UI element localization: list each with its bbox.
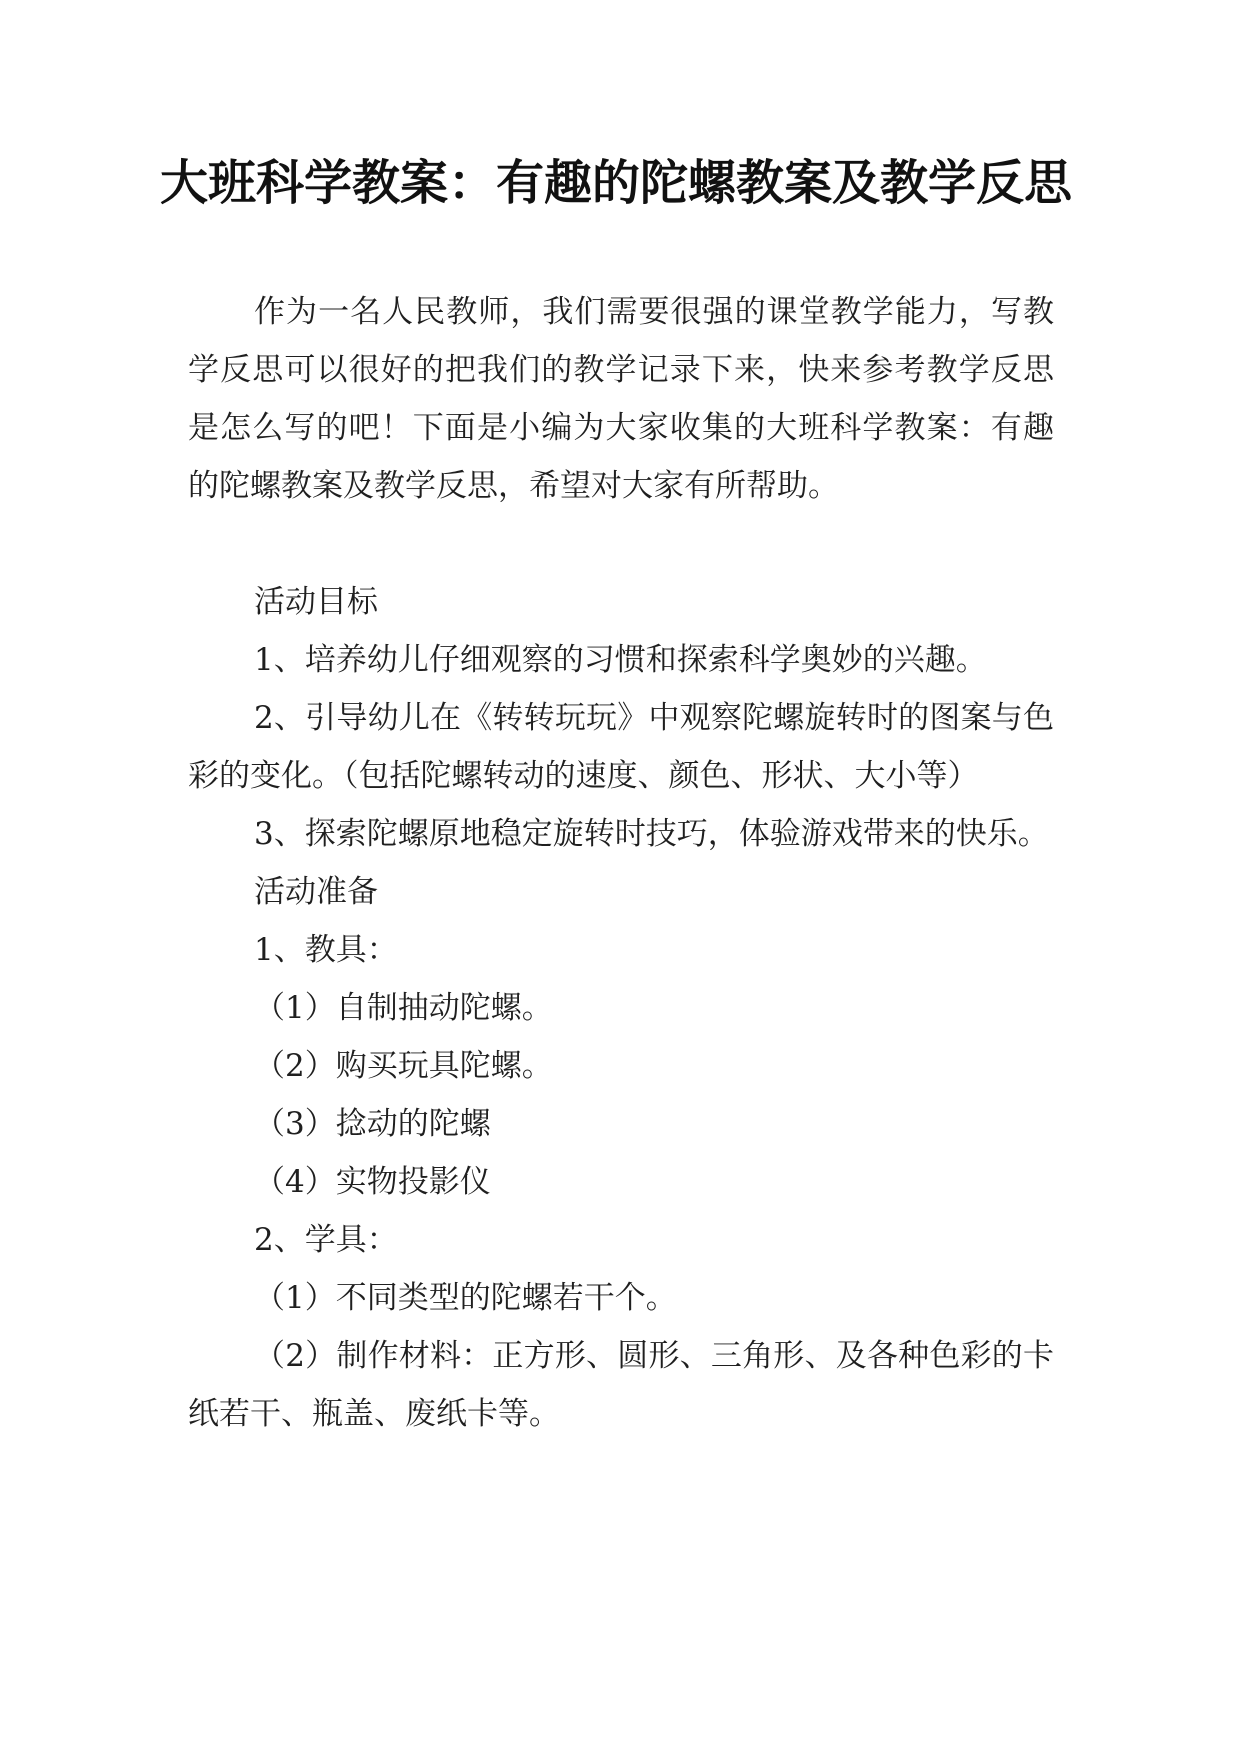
intro-paragraph: 作为一名人民教师，我们需要很强的课堂教学能力，写教学反思可以很好的把我们的教学记录下来，快来参考教学反思是怎么写的吧！下面是小编为大家收集的大班科学教案：有趣的陀螺教案及教学反思，希望对大家有所帮助。 [188,294,1054,504]
goal-item: 3、探索陀螺原地稳定旋转时技巧，体验游戏带来的快乐。 [254,816,1049,852]
document-body [188,283,1054,1443]
document-title: 大班科学教案：有趣的陀螺教案及教学反思 [160,155,1073,211]
student-tool-item: （2）制作材料：正方形、圆形、三角形、及各种色彩的卡纸若干、瓶盖、废纸卡等。 [188,1338,1054,1432]
student-tool-item: （1）不同类型的陀螺若干个。 [254,1280,677,1316]
student-tools-label: 2、学具： [254,1222,398,1258]
teacher-tool-item: （4）实物投影仪 [254,1164,491,1200]
goal-item: 1、培养幼儿仔细观察的习惯和探索科学奥妙的兴趣。 [254,642,987,678]
goal-item: 2、引导幼儿在《转转玩玩》中观察陀螺旋转时的图案与色彩的变化。（包括陀螺转动的速度、颜色、形状、大小等） [188,700,1054,794]
teacher-tool-item: （3）捻动的陀螺 [254,1106,491,1142]
teacher-tool-item: （2）购买玩具陀螺。 [254,1048,553,1084]
prep-heading: 活动准备 [254,874,378,910]
goals-heading: 活动目标 [254,584,378,620]
teacher-tools-label: 1、教具： [254,932,398,968]
teacher-tool-item: （1）自制抽动陀螺。 [254,990,553,1026]
